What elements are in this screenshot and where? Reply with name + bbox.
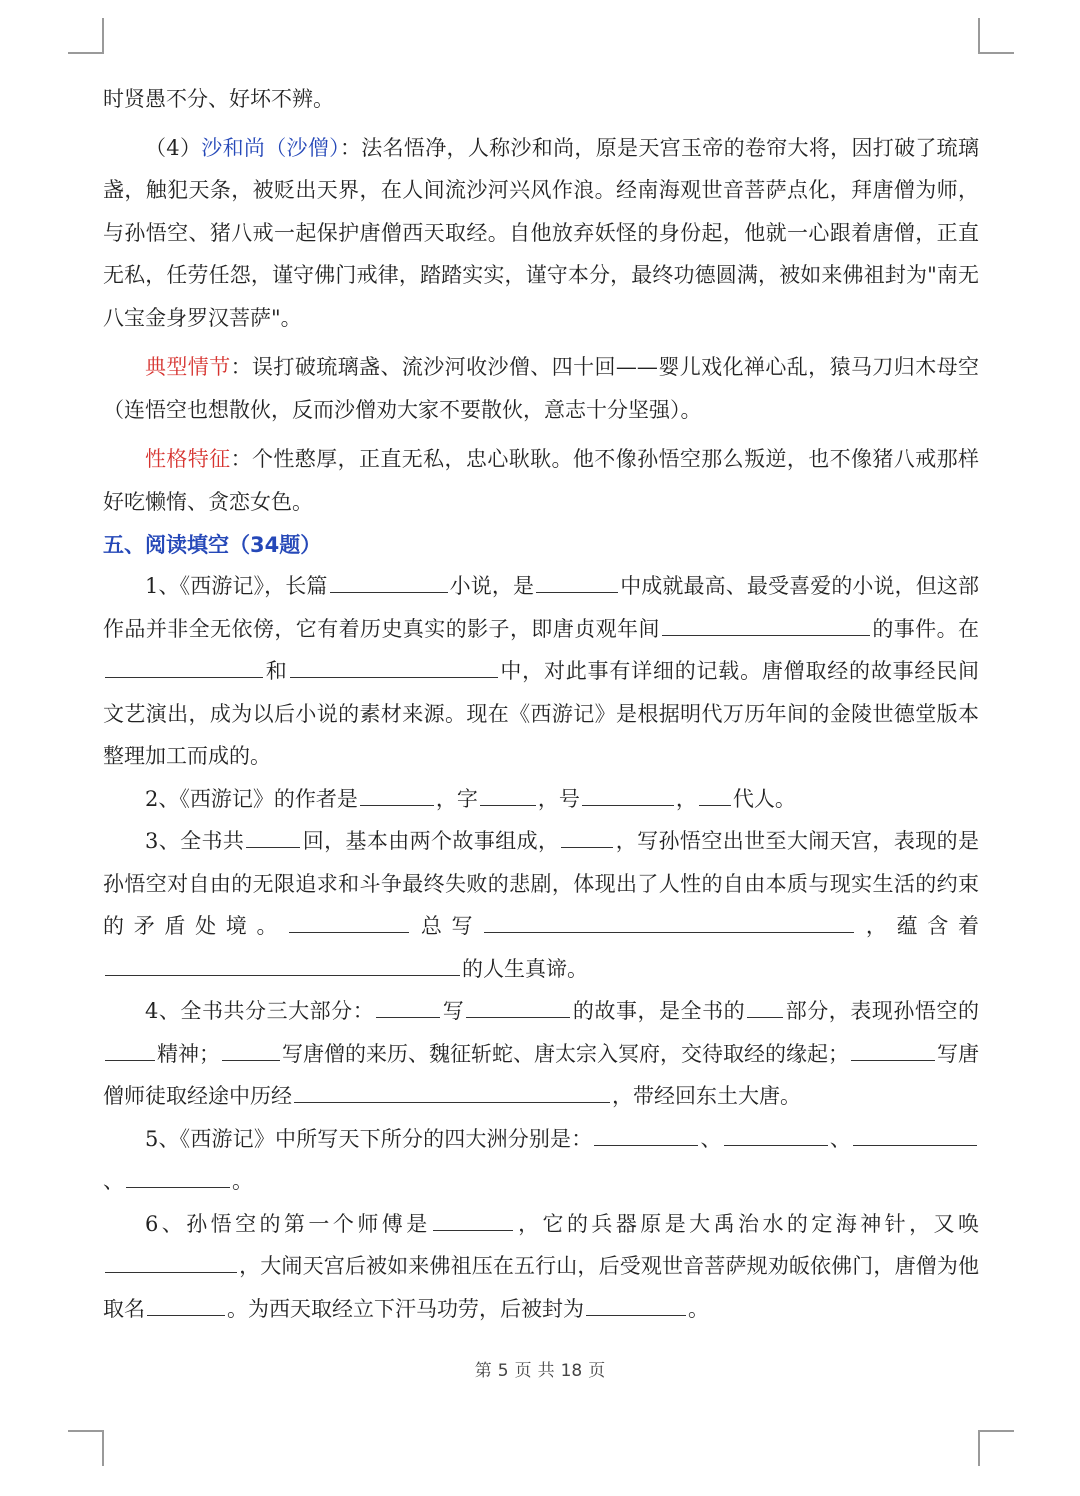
continued-line: 时贤愚不分、好坏不辨。 [103,87,334,111]
blank[interactable] [222,1039,280,1061]
q1-text: 中成就最高、最受喜爱的小说，但这部作品并非全无依傍，它有着历史真实的影子，即唐贞观年间 [103,574,980,641]
q4-text: 写唐僧的来历、魏征斩蛇、唐太宗入冥府，交待取经的缘起； [282,1041,849,1066]
question-2 [103,778,979,821]
crop-mark-top-left [68,18,104,54]
blank[interactable] [147,1294,225,1316]
q3-text: 的人生真谛。 [462,956,588,981]
q3-text: ，写孙悟空出世至大闹天宫，表现的是孙悟空对自由的无限追求和斗争最终失败的悲剧，体现出了人性的自由本质与现实生活的约束的矛盾处境。 [103,829,979,938]
q6-text: ，大闹天宫后被如来佛祖压在五行山，后受观世音菩萨规劝皈依佛门，唐僧为他取名 [103,1254,979,1321]
q4-text: 写唐僧师徒取经途中历经 [103,1041,979,1108]
blank[interactable] [662,614,870,636]
q4-text: 写 [442,999,465,1023]
q5-text: 、 [829,1126,852,1151]
question-6 [103,1203,979,1331]
blank[interactable] [586,1294,686,1316]
question-5 [103,1118,979,1203]
q6-text: 。为西天取经立下汗马功劳，后被封为 [227,1296,584,1321]
q2-text: ，号 [537,786,580,811]
q4-text: ，带经回东土大唐。 [612,1084,801,1108]
crop-mark-bottom-right [978,1430,1014,1466]
q5-text: 。 [232,1169,253,1193]
blank[interactable] [360,784,434,806]
blank[interactable] [126,1166,230,1188]
blank[interactable] [433,1209,513,1231]
blank[interactable] [246,826,300,848]
question-1 [103,565,979,778]
sha-text: ：法名悟净，人称沙和尚，原是天宫玉帝的卷帘大将，因打破了琉璃盏，触犯天条，被贬出天界，在人间流沙河兴风作浪。经南海观世音菩萨点化，拜唐僧为师，与孙悟空、猪八戒一起保护唐僧西天取经。自他放弃妖怪的身份起，他就一心跟着唐僧，正直无私，任劳任怨，谨守佛门戒律，踏踏实实，谨守本分，最终功德圆满，被如来佛祖封为"南无八宝金身罗汉菩萨"。 [103,135,979,330]
blank[interactable] [105,1039,155,1061]
q5-text: 5、《西游记》中所写天下所分的四大洲分别是： [145,1126,593,1151]
blank[interactable] [536,571,618,593]
q3-text: 3、全书共 [145,829,245,853]
q3-text: ，蕴含着 [856,914,980,938]
q4-text: 部分，表现孙悟空的 [785,999,979,1023]
q1-text: 小说，是 [449,574,535,598]
q4-text: 的故事，是全书的 [572,999,746,1023]
total-pages: 18 [560,1361,583,1381]
blank[interactable] [484,911,854,933]
section-heading: 五、阅读填空（34题） [103,533,322,557]
q1-text: 和 [265,659,288,683]
q6-text: ，它的兵器原是大禹治水的定海神针，又唤 [514,1211,979,1236]
blank[interactable] [466,996,570,1018]
blank[interactable] [699,784,731,806]
q3-text: 总写 [411,914,483,938]
blank[interactable] [330,571,448,593]
footer-word: 页 [514,1361,532,1381]
q3-text: 回，基本由两个故事组成， [302,829,560,853]
blank[interactable] [105,656,263,678]
blank[interactable] [376,996,440,1018]
page-content [103,78,979,1330]
q2-text: 2、《西游记》的作者是 [145,786,358,811]
sha-heshang-paragraph [103,127,979,340]
page-footer [0,1356,1080,1381]
q5-text: 、 [103,1169,124,1193]
q1-text: 1、《西游记》，长篇 [145,574,328,598]
blank[interactable] [294,1081,610,1103]
trait-text: ：个性憨厚，正直无私，忠心耿耿。他不像孙悟空那么叛逆，也不像猪八戒那样好吃懒惰、贪恋女色。 [103,447,980,514]
plot-paragraph [103,346,979,431]
q1-text: 中，对此事有详细的记载。唐僧取经的故事经民间文艺演出，成为以后小说的素材来源。现在《西游记》是根据明代万历年间的金陵世德堂版本整理加工而成的。 [103,659,980,768]
sha-number: （4） [145,135,202,160]
blank[interactable] [290,656,498,678]
crop-mark-top-right [978,18,1014,54]
q2-text: 代人。 [732,786,796,811]
q2-text: ，字 [435,786,478,811]
blank[interactable] [724,1124,828,1146]
plot-label: 典型情节 [145,355,231,379]
q2-text: ， [675,786,697,811]
trait-label: 性格特征 [145,447,231,471]
plot-text: ：误打破琉璃盏、流沙河收沙僧、四十回——婴儿戏化禅心乱，猿马刀归木母空（连悟空也想散伙，反而沙僧劝大家不要散伙，意志十分坚强）。 [103,355,980,422]
q1-text: 的事件。在 [871,616,980,641]
blank[interactable] [480,784,536,806]
question-4 [103,990,979,1118]
blank[interactable] [289,911,409,933]
page-number: 5 [497,1361,509,1381]
blank[interactable] [582,784,674,806]
q4-text: 4、全书共分三大部分： [145,999,375,1023]
blank[interactable] [853,1124,977,1146]
blank[interactable] [747,996,783,1018]
crop-mark-bottom-left [68,1430,104,1466]
footer-word: 第 [474,1361,492,1381]
sha-name: 沙和尚（沙僧） [201,135,340,160]
blank[interactable] [105,1251,237,1273]
q5-text: 、 [700,1126,722,1151]
footer-word: 共 [537,1361,555,1381]
blank[interactable] [561,826,613,848]
q6-text: 6、孙悟空的第一个师傅是 [145,1211,431,1236]
q6-text: 。 [688,1296,709,1321]
blank[interactable] [851,1039,935,1061]
blank[interactable] [594,1124,698,1146]
q4-text: 精神； [157,1041,220,1066]
trait-paragraph [103,438,979,523]
blank[interactable] [105,954,460,976]
question-3 [103,820,979,990]
footer-word: 页 [588,1361,606,1381]
